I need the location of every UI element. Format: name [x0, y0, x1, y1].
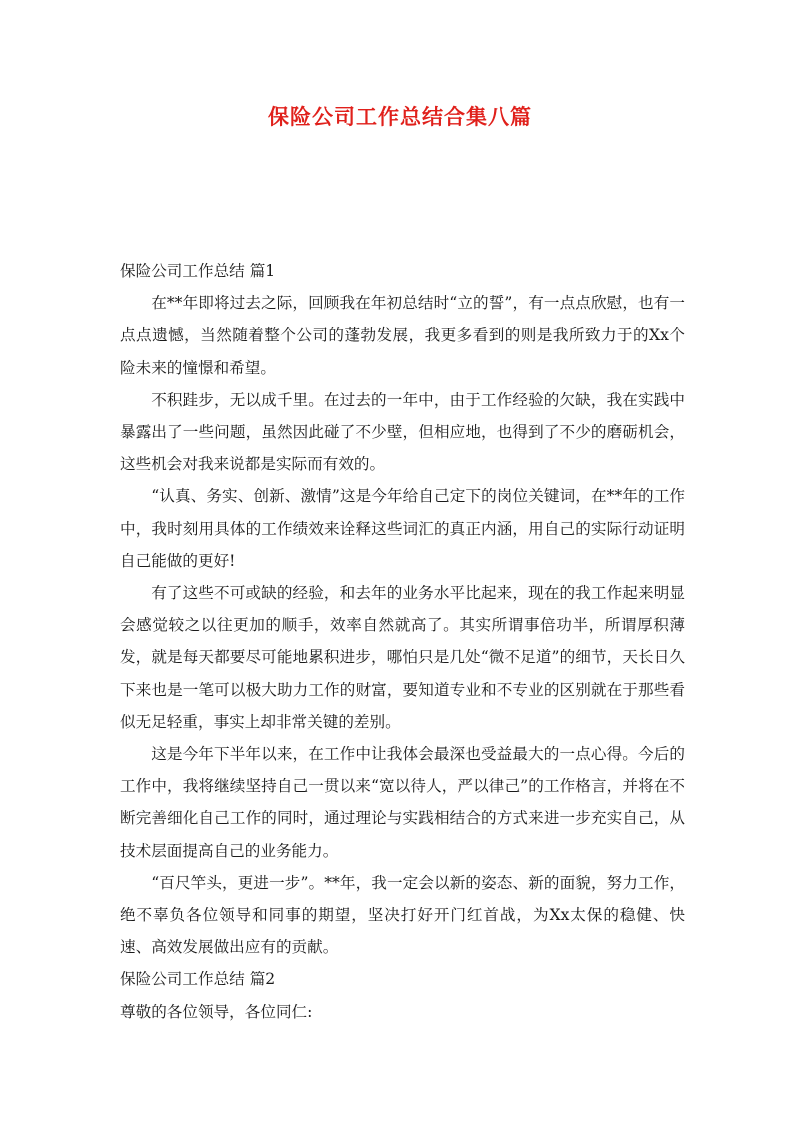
- paragraph: 在**年即将过去之际，回顾我在年初总结时“立的誓”，有一点点欣慰，也有一点点遗憾，当然随着整个公司的蓬勃发展，我更多看到的则是我所致力于的Xx个险未来的憧憬和希望。: [120, 294, 685, 377]
- document-title: 保险公司工作总结合集八篇: [268, 104, 532, 129]
- paragraph: 有了这些不可或缺的经验，和去年的业务水平比起来，现在的我工作起来明显会感觉较之以往更加的顺手，效率自然就高了。其实所谓事倍功半，所谓厚积薄发，就是每天都要尽可能地累积进步，哪怕只是几处“微不足道”的细节，天长日久下来也是一笔可以极大助力工作的财富，要知道专业和不专业的区别就在于那些看似无足轻重，事实上却非常关键的差别。: [120, 584, 685, 731]
- section-heading-2: 保险公司工作总结 篇2: [120, 970, 276, 989]
- paragraph: 这是今年下半年以来，在工作中让我体会最深也受益最大的一点心得。今后的工作中，我将继续坚持自己一贯以来“宽以待人，严以律己”的工作格言，并将在不断完善细化自己工作的同时，通过理论与实践相结合的方式来进一步充实自己，从技术层面提高自己的业务能力。: [120, 745, 685, 860]
- document-body: [120, 255, 685, 1028]
- paragraph: “认真、务实、创新、激情”这是今年给自己定下的岗位关键词，在**年的工作中，我时刻用具体的工作绩效来诠释这些词汇的真正内涵，用自己的实际行动证明自己能做的更好!: [120, 487, 685, 570]
- salutation: 尊敬的各位领导，各位同仁:: [120, 1002, 313, 1021]
- section-heading-1: 保险公司工作总结 篇1: [120, 262, 276, 280]
- paragraph: 不积跬步，无以成千里。在过去的一年中，由于工作经验的欠缺，我在实践中暴露出了一些问题，虽然因此碰了不少壁，但相应地，也得到了不少的磨砺机会，这些机会对我来说都是实际而有效的。: [120, 390, 685, 474]
- paragraph: “百尺竿头，更进一步”。**年，我一定会以新的姿态、新的面貌，努力工作，绝不辜负各位领导和同事的期望，坚决打好开门红首战，为Xx太保的稳健、快速、高效发展做出应有的贡献。: [120, 873, 685, 957]
